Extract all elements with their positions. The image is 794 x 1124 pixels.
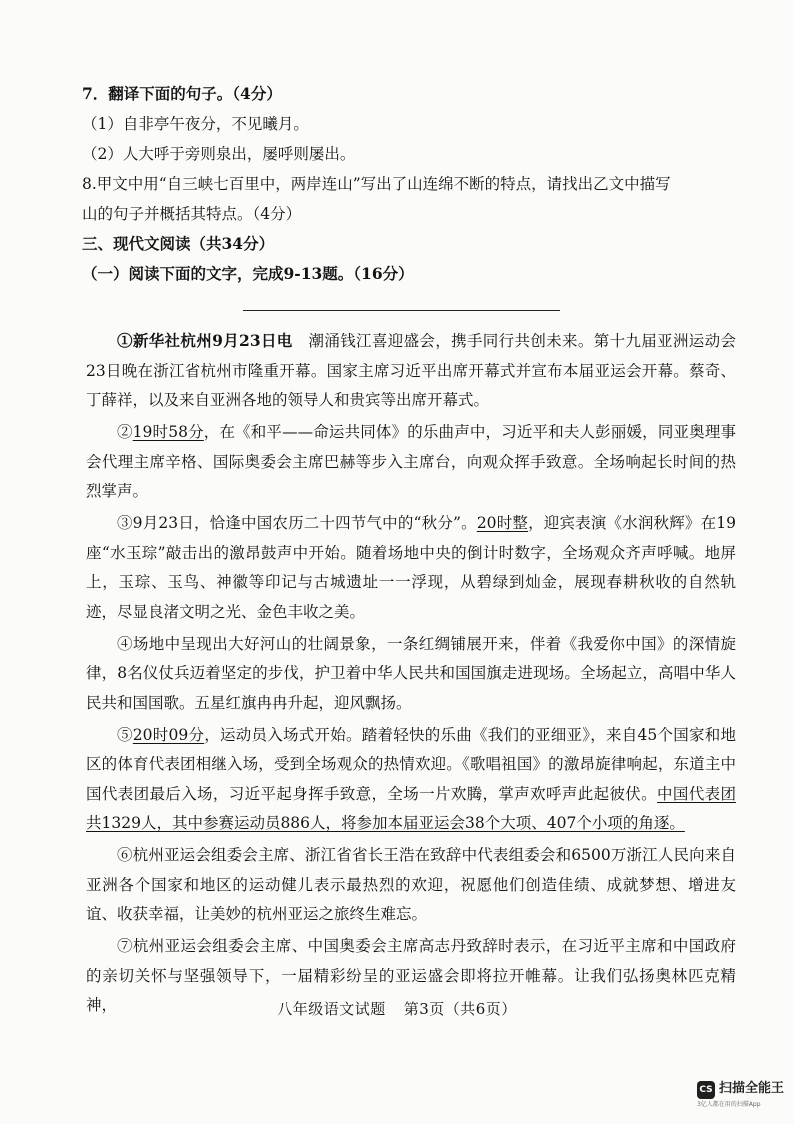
page-number: 第3页（共6页） — [403, 1000, 517, 1018]
article-paragraph-6: ⑥杭州亚运会组委会主席、浙江省省长王浩在致辞中代表组委会和6500万浙江人民向来自亚洲各个国家和地区的运动健儿表示最热烈的欢迎，祝愿他们创造佳绩、成就梦想、增进友谊、收获幸福，让美妙的杭州亚运之旅终生难忘。 — [86, 846, 736, 923]
article-paragraph-2: ②19时58分，在《和平——命运共同体》的乐曲声中，习近平和夫人彭丽媛，同亚奥理事会代理主席辛格、国际奥委会主席巴赫等步入主席台，向观众挥手致意。全场响起长时间的热烈掌声。 — [86, 423, 736, 500]
article-paragraph-4: ④场地中呈现出大好河山的壮阔景象，一条红绸铺展开来，伴着《我爱你中国》的深情旋律，8名仪仗兵迈着坚定的步伐，护卫着中华人民共和国国旗走进现场。全场起立，高唱中华人民共和国国歌。五星红旗冉冉升起，迎风飘扬。 — [86, 634, 736, 712]
article-paragraph-1: ①新华社杭州9月23日电 潮涌钱江喜迎盛会，携手同行共创未来。第十九届亚洲运动会23日晚在浙江省杭州市隆重开幕。国家主席习近平出席开幕式并宣布本届亚运会开幕。蔡奇、丁薛祥，以及来自亚洲各地的领导人和贵宾等出席开幕式。 — [86, 331, 736, 409]
camscanner-logo-icon: CS — [697, 1081, 715, 1099]
scanner-watermark — [697, 1080, 784, 1109]
article-paragraph-5: ⑤20时09分，运动员入场式开始。踏着轻快的乐曲《我们的亚细亚》，来自45个国家和地区的体育代表团相继入场，受到全场观众的热情欢迎。《歌唱祖国》的激昂旋律响起，东道主中国代表团最后入场，习近平起身挥手致意，全场一片欢腾，掌声欢呼声此起彼伏。中国代表团共1329人，其中参赛运动员886人，将参加本届亚运会38个大项、407个小项的角逐。 — [86, 725, 736, 832]
question-7-item-1: （1）自非亭午夜分，不见曦月。 — [82, 115, 309, 133]
question-7-item-2: （2）人大呼于旁则泉出，屡呼则屡出。 — [82, 145, 356, 163]
question-7-title: 7．翻译下面的句子。（4分） — [82, 84, 282, 103]
article-body — [86, 326, 736, 1021]
underlined-time: 19时58分 — [132, 423, 204, 441]
question-8-line-2: 山的句子并概括其特点。（4分） — [82, 205, 302, 223]
dateline: ①新华社杭州9月23日电 — [117, 331, 293, 350]
section-title: 三、现代文阅读（共34分） — [82, 234, 275, 253]
underlined-time: 20时整 — [476, 514, 529, 532]
article-paragraph-3: ③9月23日，恰逢中国农历二十四节气中的“秋分”。20时整，迎宾表演《水润秋辉》在19座“水玉琮”敲击出的激昂鼓声中开始。随着场地中央的倒计时数字，全场观众齐声呼喊。地屏上，玉琮、玉鸟、神徽等印记与古城遗址一一浮现，从碧绿到灿金，展现春耕秋收的自然轨迹，尽显良渚文明之光、金色丰收之美。 — [86, 514, 737, 621]
underlined-sentence: 中国代表团共1329人，其中参赛运动员886人，将参加本届亚运会38个大项、407个小项的角逐。 — [86, 784, 736, 832]
watermark-tagline: 3亿人都在用的扫描App — [696, 1101, 761, 1108]
article-title-blank-line — [243, 310, 560, 311]
underlined-time: 20时09分 — [132, 725, 205, 744]
question-8-line-1: 8.甲文中用“自三峡七百里中，两岸连山”写出了山连绵不断的特点，请找出乙文中描写 — [82, 175, 671, 193]
watermark-name: 扫描全能王 — [718, 1081, 784, 1096]
page-footer — [0, 998, 794, 1019]
exam-name: 八年级语文试题 — [277, 1000, 386, 1018]
section-subtitle: （一）阅读下面的文字，完成9-13题。（16分） — [82, 264, 414, 283]
article-paragraph-7: ⑦杭州亚运会组委会主席、中国奥委会主席高志丹致辞时表示，在习近平主席和中国政府的亲切关怀与坚强领导下，一届精彩纷呈的亚运盛会即将拉开帷幕。让我们弘扬奥林匹克精神， — [86, 937, 736, 1014]
